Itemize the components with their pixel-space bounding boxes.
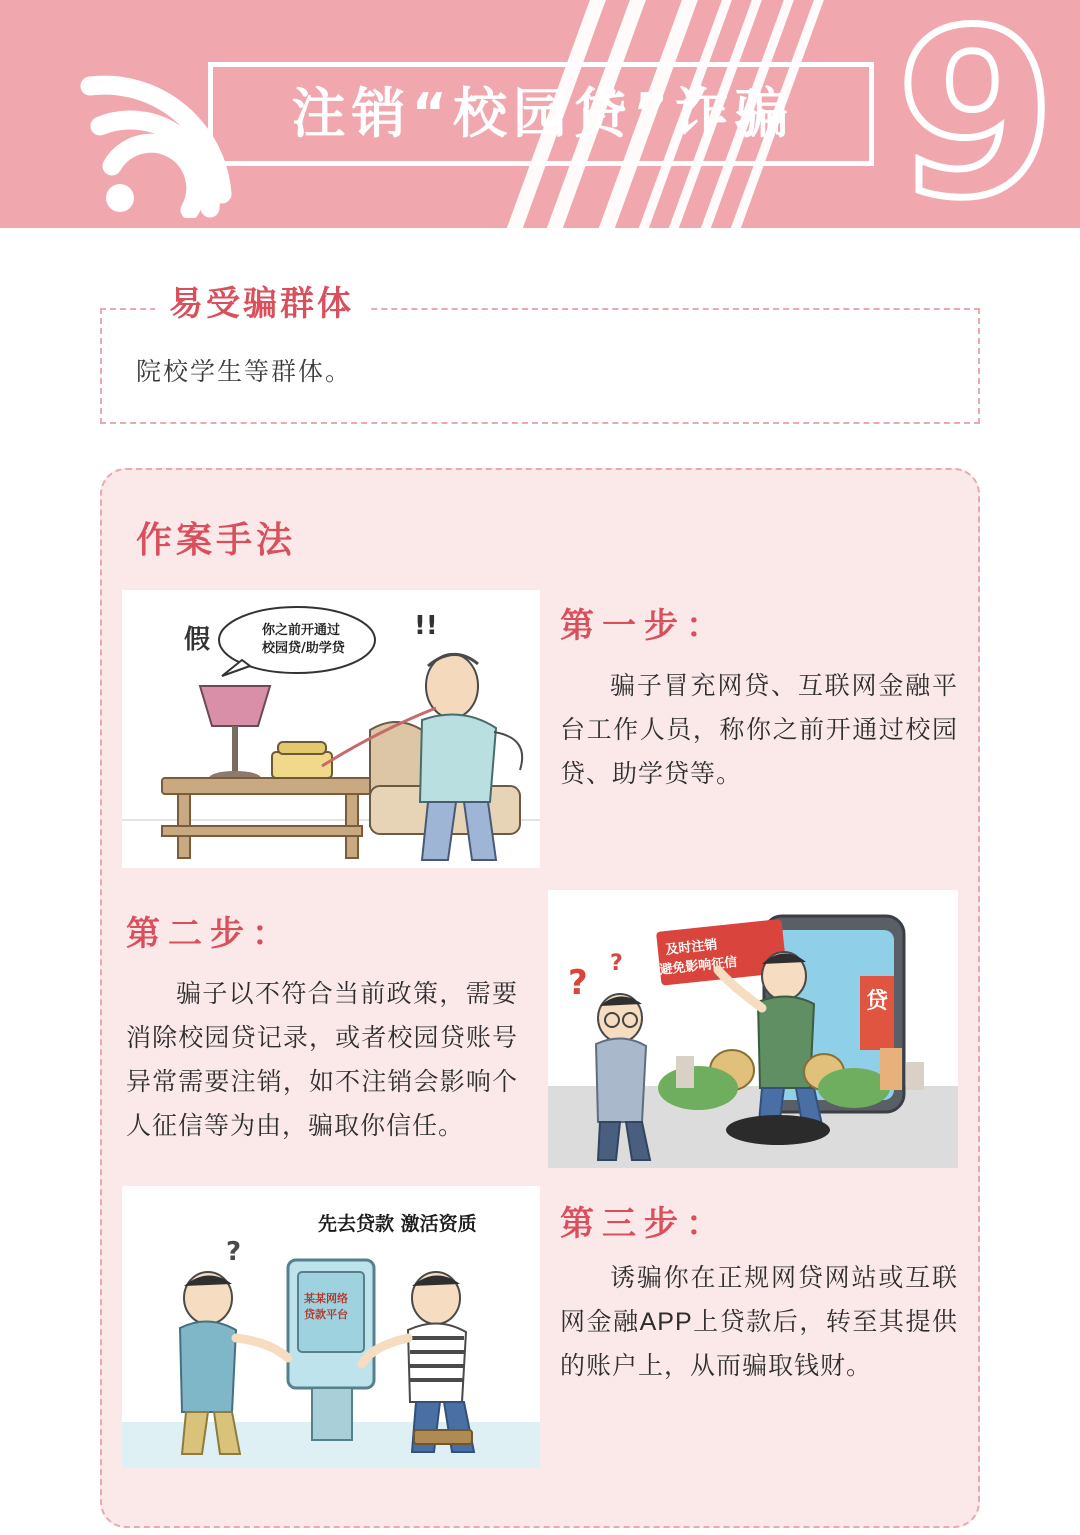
step-2-text: 骗子以不符合当前政策，需要消除校园贷记录，或者校园贷账号异常需要注销，如不注销会影响个人征信等为由，骗取你信任。 [126,980,518,1140]
credit-trap-illustration [548,890,958,1168]
step-1-label: 第一步： [560,606,728,646]
svg-text:贷款平台: 贷款平台 [304,1308,348,1321]
svg-text:?: ? [226,1237,242,1267]
svg-text:及时注销: 及时注销 [664,937,719,958]
page-header [0,0,1080,228]
victims-body: 院校学生等群体。 [136,358,353,386]
loan-activation-illustration [122,1186,540,1468]
svg-text:?: ? [610,951,623,976]
svg-text:避免影响征信: 避免影响征信 [658,954,739,978]
svg-text:你之前开通过: 你之前开通过 [262,623,341,638]
svg-text:贷: 贷 [866,989,889,1014]
victims-heading: 易受骗群体 [155,276,368,325]
step-2-label: 第二步： [126,914,294,954]
svg-text:?: ? [568,963,588,1003]
step-3-text: 诱骗你在正规网贷网站或互联网金融APP上贷款后，转至其提供的账户上，从而骗取钱财。 [560,1264,958,1380]
phone-call-scam-illustration [122,590,540,868]
svg-text:先去贷款 激活资质: 先去贷款 激活资质 [318,1213,477,1235]
svg-text:某某网络: 某某网络 [304,1292,348,1305]
svg-text:假: 假 [184,625,211,655]
page-title: 注销“校园贷”诈骗 [291,82,795,145]
step-1-text: 骗子冒充网贷、互联网金融平台工作人员，称你之前开通过校园贷、助学贷等。 [560,672,958,788]
step-3-label: 第三步： [560,1204,728,1244]
methods-heading: 作案手法 [136,520,297,561]
section-number: 9 [895,0,1050,228]
svg-text:校园贷/助学贷: 校园贷/助学贷 [262,641,345,656]
svg-text:!!: !! [414,611,438,641]
